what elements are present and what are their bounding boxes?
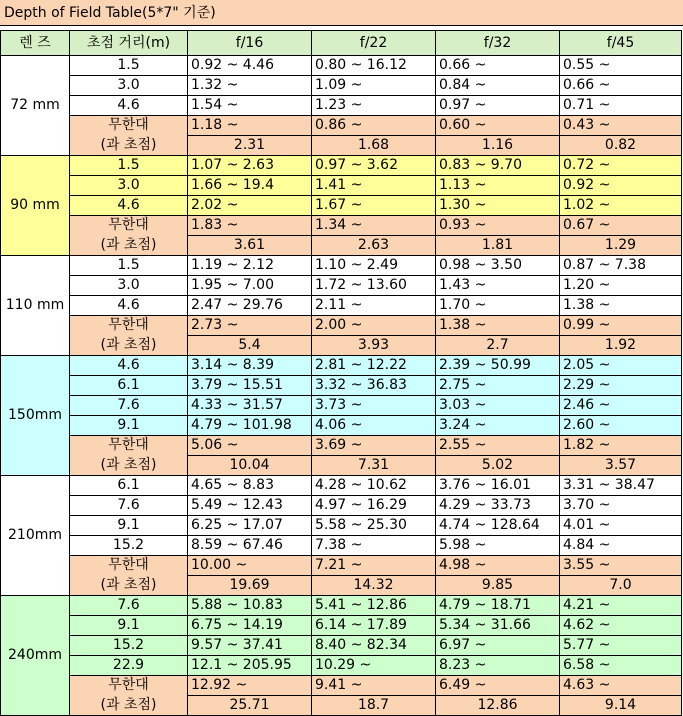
hyperfocal-label[interactable]: (과 초점): [70, 696, 188, 716]
dof-range-cell[interactable]: 2.75 ~: [436, 376, 560, 396]
dof-range-cell[interactable]: 5.58 ~ 25.30: [312, 516, 436, 536]
dof-range-cell[interactable]: 3.70 ~: [560, 496, 682, 516]
focus-distance-cell[interactable]: 1.5: [70, 56, 188, 76]
infinity-near-cell[interactable]: 1.18 ~: [188, 116, 312, 136]
dof-range-cell[interactable]: 1.95 ~ 7.00: [188, 276, 312, 296]
lens-cell[interactable]: 90 mm: [1, 156, 70, 256]
infinity-row: [1, 316, 682, 336]
dof-range-cell[interactable]: 2.46 ~: [560, 396, 682, 416]
hyperfocal-cell[interactable]: 9.14: [560, 696, 682, 716]
focus-distance-cell[interactable]: 7.6: [70, 496, 188, 516]
header-lens[interactable]: 렌 즈: [1, 31, 70, 56]
dof-range-cell[interactable]: 4.29 ~ 33.73: [436, 496, 560, 516]
dof-range-cell[interactable]: 10.29 ~: [312, 656, 436, 676]
dof-range-cell[interactable]: 5.77 ~: [560, 636, 682, 656]
infinity-near-cell[interactable]: 1.38 ~: [436, 316, 560, 336]
infinity-label[interactable]: 무한대: [70, 316, 188, 336]
table-row: [1, 396, 682, 416]
hyperfocal-cell[interactable]: 5.02: [436, 456, 560, 476]
infinity-row: [1, 556, 682, 576]
table-row: [1, 536, 682, 556]
dof-range-cell[interactable]: 4.21 ~: [560, 596, 682, 616]
hyperfocal-cell[interactable]: 14.32: [312, 576, 436, 596]
dof-range-cell[interactable]: 4.79 ~ 18.71: [436, 596, 560, 616]
focus-distance-cell[interactable]: 4.6: [70, 356, 188, 376]
infinity-near-cell[interactable]: 0.43 ~: [560, 116, 682, 136]
hyperfocal-cell[interactable]: 2.7: [436, 336, 560, 356]
hyperfocal-cell[interactable]: 0.82: [560, 136, 682, 156]
dof-range-cell[interactable]: 4.28 ~ 10.62: [312, 476, 436, 496]
dof-range-cell[interactable]: 1.32 ~: [188, 76, 312, 96]
infinity-near-cell[interactable]: 2.73 ~: [188, 316, 312, 336]
dof-range-cell[interactable]: 3.14 ~ 8.39: [188, 356, 312, 376]
dof-range-cell[interactable]: 0.83 ~ 9.70: [436, 156, 560, 176]
table-row: [1, 196, 682, 216]
hyperfocal-label[interactable]: (과 초점): [70, 576, 188, 596]
dof-range-cell[interactable]: 9.57 ~ 37.41: [188, 636, 312, 656]
dof-range-cell[interactable]: 1.38 ~: [560, 296, 682, 316]
dof-range-cell[interactable]: 1.43 ~: [436, 276, 560, 296]
hyperfocal-cell[interactable]: 1.92: [560, 336, 682, 356]
infinity-near-cell[interactable]: 4.63 ~: [560, 676, 682, 696]
dof-range-cell[interactable]: 1.10 ~ 2.49: [312, 256, 436, 276]
infinity-row: [1, 436, 682, 456]
hyperfocal-cell[interactable]: 3.57: [560, 456, 682, 476]
dof-range-cell[interactable]: 2.60 ~: [560, 416, 682, 436]
hyperfocal-row: [1, 236, 682, 256]
header-f22[interactable]: f/22: [312, 31, 436, 56]
infinity-label[interactable]: 무한대: [70, 216, 188, 236]
header-row: [1, 31, 682, 56]
dof-table: [0, 30, 682, 716]
dof-range-cell[interactable]: 2.81 ~ 12.22: [312, 356, 436, 376]
dof-range-cell[interactable]: 0.71 ~: [560, 96, 682, 116]
focus-distance-cell[interactable]: 4.6: [70, 296, 188, 316]
focus-distance-cell[interactable]: 7.6: [70, 596, 188, 616]
dof-range-cell[interactable]: 6.97 ~: [436, 636, 560, 656]
hyperfocal-label[interactable]: (과 초점): [70, 136, 188, 156]
infinity-near-cell[interactable]: 0.86 ~: [312, 116, 436, 136]
infinity-label[interactable]: 무한대: [70, 116, 188, 136]
sheet-title: Depth of Field Table(5*7" 기준): [0, 0, 683, 26]
dof-range-cell[interactable]: 0.87 ~ 7.38: [560, 256, 682, 276]
focus-distance-cell[interactable]: 6.1: [70, 476, 188, 496]
infinity-near-cell[interactable]: 3.69 ~: [312, 436, 436, 456]
hyperfocal-cell[interactable]: 2.63: [312, 236, 436, 256]
infinity-near-cell[interactable]: 9.41 ~: [312, 676, 436, 696]
table-row: [1, 276, 682, 296]
lens-cell[interactable]: 240mm: [1, 596, 70, 716]
dof-range-cell[interactable]: 1.09 ~: [312, 76, 436, 96]
lens-cell[interactable]: 210mm: [1, 476, 70, 596]
dof-range-cell[interactable]: 0.72 ~: [560, 156, 682, 176]
hyperfocal-cell[interactable]: 18.7: [312, 696, 436, 716]
focus-distance-cell[interactable]: 22.9: [70, 656, 188, 676]
dof-range-cell[interactable]: 4.01 ~: [560, 516, 682, 536]
infinity-near-cell[interactable]: 2.00 ~: [312, 316, 436, 336]
focus-distance-cell[interactable]: 4.6: [70, 96, 188, 116]
table-row: [1, 616, 682, 636]
dof-range-cell[interactable]: 5.98 ~: [436, 536, 560, 556]
dof-range-cell[interactable]: 1.13 ~: [436, 176, 560, 196]
infinity-near-cell[interactable]: 1.83 ~: [188, 216, 312, 236]
focus-distance-cell[interactable]: 9.1: [70, 516, 188, 536]
dof-range-cell[interactable]: 1.20 ~: [560, 276, 682, 296]
focus-distance-cell[interactable]: 3.0: [70, 76, 188, 96]
dof-range-cell[interactable]: 1.30 ~: [436, 196, 560, 216]
dof-range-cell[interactable]: 0.92 ~: [560, 176, 682, 196]
hyperfocal-label[interactable]: (과 초점): [70, 456, 188, 476]
table-row: [1, 256, 682, 276]
focus-distance-cell[interactable]: 15.2: [70, 536, 188, 556]
dof-range-cell[interactable]: 5.88 ~ 10.83: [188, 596, 312, 616]
dof-range-cell[interactable]: 0.55 ~: [560, 56, 682, 76]
hyperfocal-cell[interactable]: 3.61: [188, 236, 312, 256]
infinity-near-cell[interactable]: 1.34 ~: [312, 216, 436, 236]
dof-range-cell[interactable]: 0.92 ~ 4.46: [188, 56, 312, 76]
infinity-near-cell[interactable]: 0.67 ~: [560, 216, 682, 236]
infinity-row: [1, 676, 682, 696]
dof-range-cell[interactable]: 3.03 ~: [436, 396, 560, 416]
dof-range-cell[interactable]: 8.23 ~: [436, 656, 560, 676]
dof-range-cell[interactable]: 2.29 ~: [560, 376, 682, 396]
dof-range-cell[interactable]: 4.65 ~ 8.83: [188, 476, 312, 496]
dof-range-cell[interactable]: 1.66 ~ 19.4: [188, 176, 312, 196]
dof-range-cell[interactable]: 6.25 ~ 17.07: [188, 516, 312, 536]
dof-range-cell[interactable]: 2.05 ~: [560, 356, 682, 376]
dof-range-cell[interactable]: 0.66 ~: [560, 76, 682, 96]
infinity-label[interactable]: 무한대: [70, 676, 188, 696]
table-row: [1, 76, 682, 96]
table-row: [1, 376, 682, 396]
hyperfocal-row: [1, 696, 682, 716]
dof-range-cell[interactable]: 3.76 ~ 16.01: [436, 476, 560, 496]
hyperfocal-cell[interactable]: 10.04: [188, 456, 312, 476]
hyperfocal-row: [1, 336, 682, 356]
dof-range-cell[interactable]: 5.41 ~ 12.86: [312, 596, 436, 616]
lens-cell[interactable]: 110 mm: [1, 256, 70, 356]
focus-distance-cell[interactable]: 9.1: [70, 416, 188, 436]
dof-range-cell[interactable]: 8.40 ~ 82.34: [312, 636, 436, 656]
hyperfocal-cell[interactable]: 1.16: [436, 136, 560, 156]
hyperfocal-cell[interactable]: 1.81: [436, 236, 560, 256]
focus-distance-cell[interactable]: 1.5: [70, 156, 188, 176]
dof-range-cell[interactable]: 4.97 ~ 16.29: [312, 496, 436, 516]
focus-distance-cell[interactable]: 3.0: [70, 176, 188, 196]
dof-range-cell[interactable]: 2.47 ~ 29.76: [188, 296, 312, 316]
dof-range-cell[interactable]: 2.11 ~: [312, 296, 436, 316]
lens-cell[interactable]: 72 mm: [1, 56, 70, 156]
dof-range-cell[interactable]: 12.1 ~ 205.95: [188, 656, 312, 676]
hyperfocal-label[interactable]: (과 초점): [70, 236, 188, 256]
infinity-label[interactable]: 무한대: [70, 436, 188, 456]
hyperfocal-cell[interactable]: 7.0: [560, 576, 682, 596]
table-row: [1, 496, 682, 516]
hyperfocal-cell[interactable]: 9.85: [436, 576, 560, 596]
focus-distance-cell[interactable]: 7.6: [70, 396, 188, 416]
header-f45[interactable]: f/45: [560, 31, 682, 56]
dof-range-cell[interactable]: 3.32 ~ 36.83: [312, 376, 436, 396]
table-row: [1, 596, 682, 616]
dof-range-cell[interactable]: 0.98 ~ 3.50: [436, 256, 560, 276]
table-row: [1, 476, 682, 496]
infinity-near-cell[interactable]: 3.55 ~: [560, 556, 682, 576]
infinity-near-cell[interactable]: 5.06 ~: [188, 436, 312, 456]
table-row: [1, 516, 682, 536]
dof-range-cell[interactable]: 6.75 ~ 14.19: [188, 616, 312, 636]
infinity-label[interactable]: 무한대: [70, 556, 188, 576]
table-row: [1, 176, 682, 196]
hyperfocal-cell[interactable]: 1.68: [312, 136, 436, 156]
dof-range-cell[interactable]: 5.49 ~ 12.43: [188, 496, 312, 516]
dof-range-cell[interactable]: 3.24 ~: [436, 416, 560, 436]
hyperfocal-row: [1, 576, 682, 596]
dof-range-cell[interactable]: 0.84 ~: [436, 76, 560, 96]
dof-range-cell[interactable]: 0.80 ~ 16.12: [312, 56, 436, 76]
infinity-row: [1, 116, 682, 136]
header-f16[interactable]: f/16: [188, 31, 312, 56]
table-body: [1, 56, 682, 716]
dof-range-cell[interactable]: 4.79 ~ 101.98: [188, 416, 312, 436]
dof-range-cell[interactable]: 6.58 ~: [560, 656, 682, 676]
dof-range-cell[interactable]: 1.19 ~ 2.12: [188, 256, 312, 276]
hyperfocal-cell[interactable]: 2.31: [188, 136, 312, 156]
infinity-near-cell[interactable]: 4.98 ~: [436, 556, 560, 576]
table-row: [1, 156, 682, 176]
header-f32[interactable]: f/32: [436, 31, 560, 56]
dof-range-cell[interactable]: 4.62 ~: [560, 616, 682, 636]
dof-range-cell[interactable]: 0.97 ~: [436, 96, 560, 116]
hyperfocal-cell[interactable]: 3.93: [312, 336, 436, 356]
dof-range-cell[interactable]: 1.41 ~: [312, 176, 436, 196]
dof-range-cell[interactable]: 4.84 ~: [560, 536, 682, 556]
infinity-near-cell[interactable]: 7.21 ~: [312, 556, 436, 576]
infinity-row: [1, 216, 682, 236]
dof-range-cell[interactable]: 2.39 ~ 50.99: [436, 356, 560, 376]
dof-range-cell[interactable]: 1.70 ~: [436, 296, 560, 316]
header-focus-distance[interactable]: 초점 거리(m): [70, 31, 188, 56]
focus-distance-cell[interactable]: 4.6: [70, 196, 188, 216]
table-row: [1, 56, 682, 76]
hyperfocal-cell[interactable]: 5.4: [188, 336, 312, 356]
dof-range-cell[interactable]: 5.34 ~ 31.66: [436, 616, 560, 636]
dof-range-cell[interactable]: 4.33 ~ 31.57: [188, 396, 312, 416]
focus-distance-cell[interactable]: 3.0: [70, 276, 188, 296]
dof-range-cell[interactable]: 3.31 ~ 38.47: [560, 476, 682, 496]
dof-range-cell[interactable]: 6.14 ~ 17.89: [312, 616, 436, 636]
table-row: [1, 416, 682, 436]
focus-distance-cell[interactable]: 6.1: [70, 376, 188, 396]
dof-range-cell[interactable]: 0.97 ~ 3.62: [312, 156, 436, 176]
dof-range-cell[interactable]: 8.59 ~ 67.46: [188, 536, 312, 556]
lens-cell[interactable]: 150mm: [1, 356, 70, 476]
hyperfocal-cell[interactable]: 7.31: [312, 456, 436, 476]
hyperfocal-row: [1, 456, 682, 476]
dof-range-cell[interactable]: 4.74 ~ 128.64: [436, 516, 560, 536]
table-row: [1, 656, 682, 676]
dof-range-cell[interactable]: 3.79 ~ 15.51: [188, 376, 312, 396]
hyperfocal-label[interactable]: (과 초점): [70, 336, 188, 356]
hyperfocal-cell[interactable]: 19.69: [188, 576, 312, 596]
dof-range-cell[interactable]: 1.02 ~: [560, 196, 682, 216]
infinity-near-cell[interactable]: 0.60 ~: [436, 116, 560, 136]
infinity-near-cell[interactable]: 2.55 ~: [436, 436, 560, 456]
focus-distance-cell[interactable]: 9.1: [70, 616, 188, 636]
focus-distance-cell[interactable]: 15.2: [70, 636, 188, 656]
infinity-near-cell[interactable]: 10.00 ~: [188, 556, 312, 576]
dof-range-cell[interactable]: 7.38 ~: [312, 536, 436, 556]
dof-range-cell[interactable]: 2.02 ~: [188, 196, 312, 216]
infinity-near-cell[interactable]: 12.92 ~: [188, 676, 312, 696]
infinity-near-cell[interactable]: 1.82 ~: [560, 436, 682, 456]
infinity-near-cell[interactable]: 6.49 ~: [436, 676, 560, 696]
focus-distance-cell[interactable]: 1.5: [70, 256, 188, 276]
dof-range-cell[interactable]: 1.67 ~: [312, 196, 436, 216]
dof-range-cell[interactable]: 0.66 ~: [436, 56, 560, 76]
table-row: [1, 296, 682, 316]
hyperfocal-row: [1, 136, 682, 156]
infinity-near-cell[interactable]: 0.93 ~: [436, 216, 560, 236]
dof-range-cell[interactable]: 3.73 ~: [312, 396, 436, 416]
hyperfocal-cell[interactable]: 1.29: [560, 236, 682, 256]
infinity-near-cell[interactable]: 0.99 ~: [560, 316, 682, 336]
hyperfocal-cell[interactable]: 12.86: [436, 696, 560, 716]
dof-range-cell[interactable]: 1.54 ~: [188, 96, 312, 116]
hyperfocal-cell[interactable]: 25.71: [188, 696, 312, 716]
dof-range-cell[interactable]: 1.23 ~: [312, 96, 436, 116]
table-row: [1, 636, 682, 656]
dof-range-cell[interactable]: 4.06 ~: [312, 416, 436, 436]
dof-range-cell[interactable]: 1.07 ~ 2.63: [188, 156, 312, 176]
table-row: [1, 96, 682, 116]
dof-range-cell[interactable]: 1.72 ~ 13.60: [312, 276, 436, 296]
table-row: [1, 356, 682, 376]
